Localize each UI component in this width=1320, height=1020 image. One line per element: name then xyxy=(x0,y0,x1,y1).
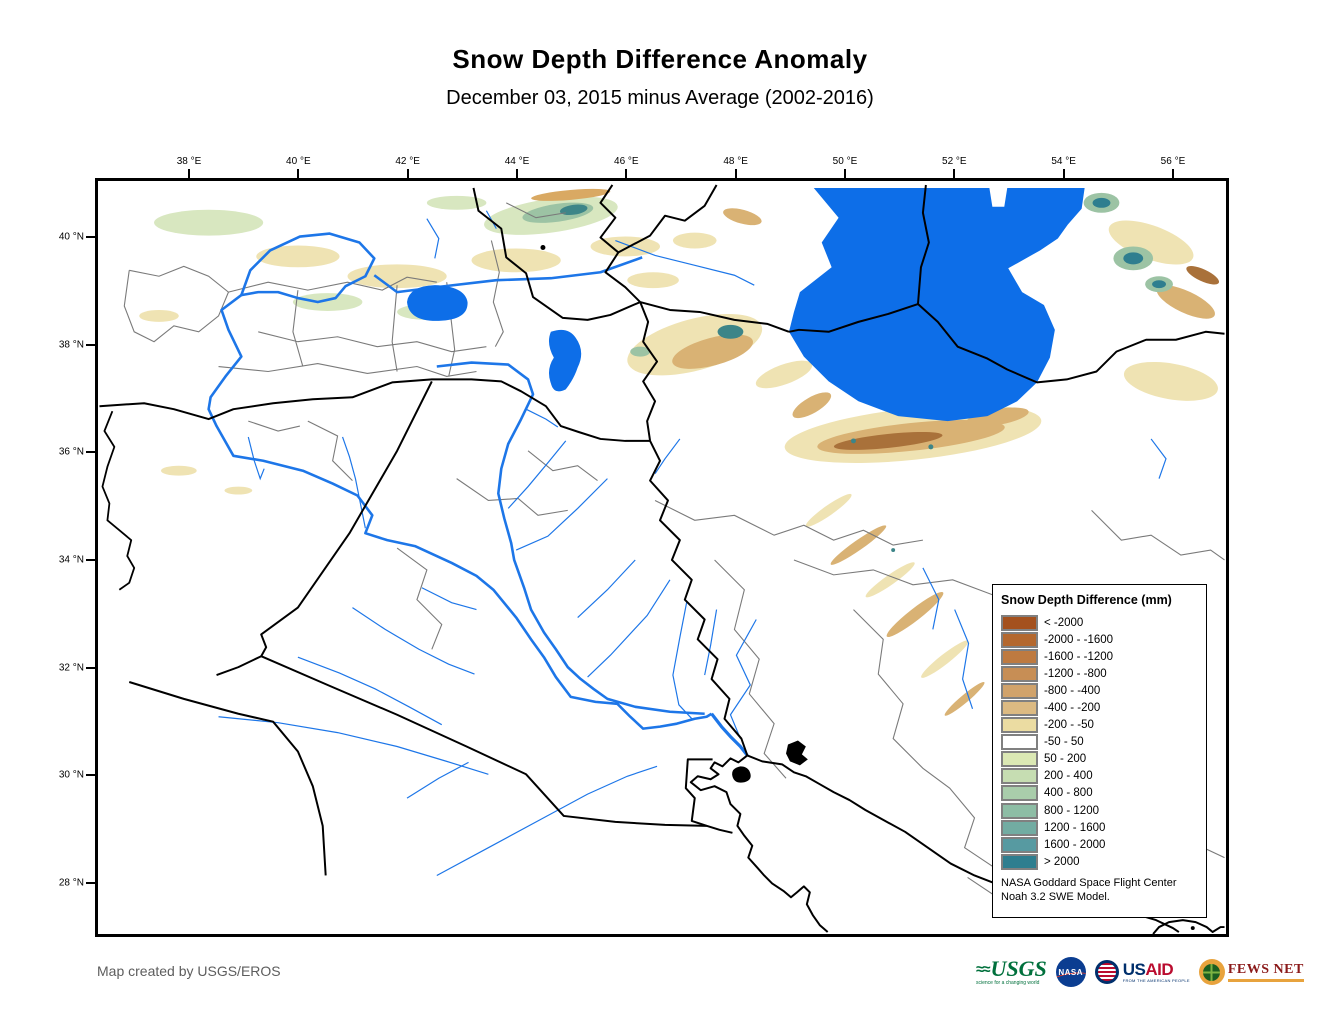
fewsnet-wordmark: FEWS NET xyxy=(1227,961,1304,977)
fewsnet-logo xyxy=(1199,959,1304,985)
legend-title: Snow Depth Difference (mm) xyxy=(1001,593,1172,607)
iraq-saudi-border xyxy=(261,656,706,826)
river-layer xyxy=(209,234,748,756)
lake-urmia xyxy=(549,330,581,392)
usaid-seal-icon xyxy=(1095,960,1119,984)
gulf-west-coast xyxy=(691,755,828,932)
legend-range-label: 50 - 200 xyxy=(1044,753,1087,766)
turkey-south-border xyxy=(99,379,650,441)
lat-tick-label: 38 °N xyxy=(58,339,84,351)
lat-tick-mark xyxy=(86,882,95,884)
lon-tick-mark xyxy=(1172,169,1174,178)
legend-range-label: 1200 - 1600 xyxy=(1044,821,1106,834)
lon-tick-label: 56 °E xyxy=(1160,156,1186,167)
kuwait-border xyxy=(686,759,733,832)
lon-tick-mark xyxy=(1063,169,1065,178)
lon-tick-label: 42 °E xyxy=(395,156,420,167)
legend-color-swatch xyxy=(1001,632,1038,648)
legend-color-swatch xyxy=(1001,768,1038,784)
legend-row xyxy=(1001,853,1199,870)
legend-footer xyxy=(1001,876,1199,904)
lat-tick-label: 28 °N xyxy=(58,877,84,889)
legend-row xyxy=(1001,734,1199,751)
legend-range-label: 1600 - 2000 xyxy=(1044,838,1106,851)
legend-footer-line1: NASA Goddard Space Flight Center xyxy=(1001,877,1177,890)
lon-tick-mark xyxy=(297,169,299,178)
legend-range-label: -1200 - -800 xyxy=(1044,667,1107,680)
map-header xyxy=(0,44,1320,110)
lon-tick-label: 50 °E xyxy=(832,156,858,167)
lon-tick-label: 48 °E xyxy=(723,156,748,167)
legend-row xyxy=(1001,699,1199,716)
tigris-river xyxy=(437,363,705,714)
legend-range-label: > 2000 xyxy=(1044,855,1080,868)
lon-tick-label: 40 °E xyxy=(286,156,311,167)
lon-tick-mark xyxy=(407,169,409,178)
karasu-loop xyxy=(241,234,374,302)
armenia-border xyxy=(600,185,788,332)
lon-tick-label: 52 °E xyxy=(942,156,967,167)
usgs-logo xyxy=(976,958,1047,986)
legend-color-swatch xyxy=(1001,649,1038,665)
lon-tick-mark xyxy=(953,169,955,178)
usaid-wordmark-us: US xyxy=(1122,960,1146,979)
usaid-wordmark-aid: AID xyxy=(1145,960,1174,979)
legend-range-label: -50 - 50 xyxy=(1044,736,1084,749)
legend-rows xyxy=(1001,614,1199,870)
legend-range-label: 200 - 400 xyxy=(1044,770,1093,783)
lat-tick-mark xyxy=(86,451,95,453)
legend-color-swatch xyxy=(1001,717,1038,733)
legend-row xyxy=(1001,717,1199,734)
delta-marsh xyxy=(786,741,808,766)
lon-tick-mark xyxy=(625,169,627,178)
lon-tick-label: 46 °E xyxy=(614,156,639,167)
island-dot xyxy=(1191,926,1195,930)
lat-tick-label: 36 °N xyxy=(58,446,84,458)
lon-tick-label: 54 °E xyxy=(1051,156,1076,167)
lat-tick-label: 34 °N xyxy=(58,554,84,566)
usgs-tagline: science for a changing world xyxy=(976,980,1040,986)
legend-row xyxy=(1001,836,1199,853)
lat-tick-label: 30 °N xyxy=(58,769,84,781)
legend-color-swatch xyxy=(1001,700,1038,716)
usgs-wave-icon: ≈≈ xyxy=(976,960,989,978)
legend-row xyxy=(1001,631,1199,648)
jordan-border xyxy=(217,656,262,675)
legend-box xyxy=(992,584,1207,918)
lon-tick-mark xyxy=(516,169,518,178)
legend-color-swatch xyxy=(1001,751,1038,767)
fewsnet-globe-icon xyxy=(1199,959,1225,985)
legend-range-label: < -2000 xyxy=(1044,616,1084,629)
legend-range-label: -1600 - -1200 xyxy=(1044,650,1114,663)
page-title: Snow Depth Difference Anomaly xyxy=(452,44,868,74)
legend-row xyxy=(1001,768,1199,785)
legend-color-swatch xyxy=(1001,803,1038,819)
usgs-wordmark: USGS xyxy=(990,956,1047,981)
legend-color-swatch xyxy=(1001,785,1038,801)
legend-row xyxy=(1001,819,1199,836)
legend-row xyxy=(1001,682,1199,699)
fewsnet-underline xyxy=(1228,979,1304,982)
lat-tick-mark xyxy=(86,667,95,669)
nasa-logo xyxy=(1056,957,1086,987)
lon-tick-label: 44 °E xyxy=(504,156,530,167)
kuwait-bay xyxy=(732,766,751,782)
lat-tick-mark xyxy=(86,236,95,238)
legend-color-swatch xyxy=(1001,683,1038,699)
lat-tick-mark xyxy=(86,559,95,561)
legend-range-label: 400 - 800 xyxy=(1044,787,1093,800)
syria-iraq-border xyxy=(261,381,432,656)
lake-sevan-dot xyxy=(540,245,545,250)
legend-range-label: -2000 - -1600 xyxy=(1044,633,1114,646)
legend-color-swatch xyxy=(1001,820,1038,836)
legend-row xyxy=(1001,785,1199,802)
legend-range-label: -200 - -50 xyxy=(1044,719,1094,732)
lake-van xyxy=(407,285,468,321)
lat-tick-label: 32 °N xyxy=(58,662,84,674)
legend-color-swatch xyxy=(1001,734,1038,750)
legend-row xyxy=(1001,614,1199,631)
shatt-al-arab xyxy=(712,714,748,756)
legend-range-label: 800 - 1200 xyxy=(1044,804,1099,817)
jordan-saudi-border xyxy=(129,682,325,875)
qeshm-island xyxy=(1153,920,1224,934)
legend-color-swatch xyxy=(1001,615,1038,631)
lat-tick-label: 40 °N xyxy=(58,231,84,243)
lon-tick-label: 38 °E xyxy=(176,156,202,167)
legend-footer-line2: Noah 3.2 SWE Model. xyxy=(1001,891,1110,904)
credit-text: Map created by USGS/EROS xyxy=(97,963,281,979)
legend-color-swatch xyxy=(1001,854,1038,870)
nasa-wordmark: NASA xyxy=(1058,967,1084,977)
legend-color-swatch xyxy=(1001,666,1038,682)
logo-strip xyxy=(976,952,1304,992)
caspian-sea xyxy=(789,188,1085,421)
lon-tick-mark xyxy=(844,169,846,178)
usaid-logo xyxy=(1095,960,1190,984)
legend-color-swatch xyxy=(1001,837,1038,853)
page-subtitle: December 03, 2015 minus Average (2002-2016) xyxy=(446,87,874,109)
legend-row xyxy=(1001,665,1199,682)
lon-tick-mark xyxy=(735,169,737,178)
lon-tick-mark xyxy=(188,169,190,178)
legend-row xyxy=(1001,648,1199,665)
legend-row xyxy=(1001,802,1199,819)
usaid-tagline: FROM THE AMERICAN PEOPLE xyxy=(1122,978,1190,983)
legend-row xyxy=(1001,751,1199,768)
mediterranean-coast xyxy=(102,411,134,590)
lat-tick-mark xyxy=(86,774,95,776)
legend-range-label: -800 - -400 xyxy=(1044,684,1101,697)
lat-tick-mark xyxy=(86,344,95,346)
iran-iraq-border xyxy=(650,441,747,755)
legend-range-label: -400 - -200 xyxy=(1044,702,1101,715)
